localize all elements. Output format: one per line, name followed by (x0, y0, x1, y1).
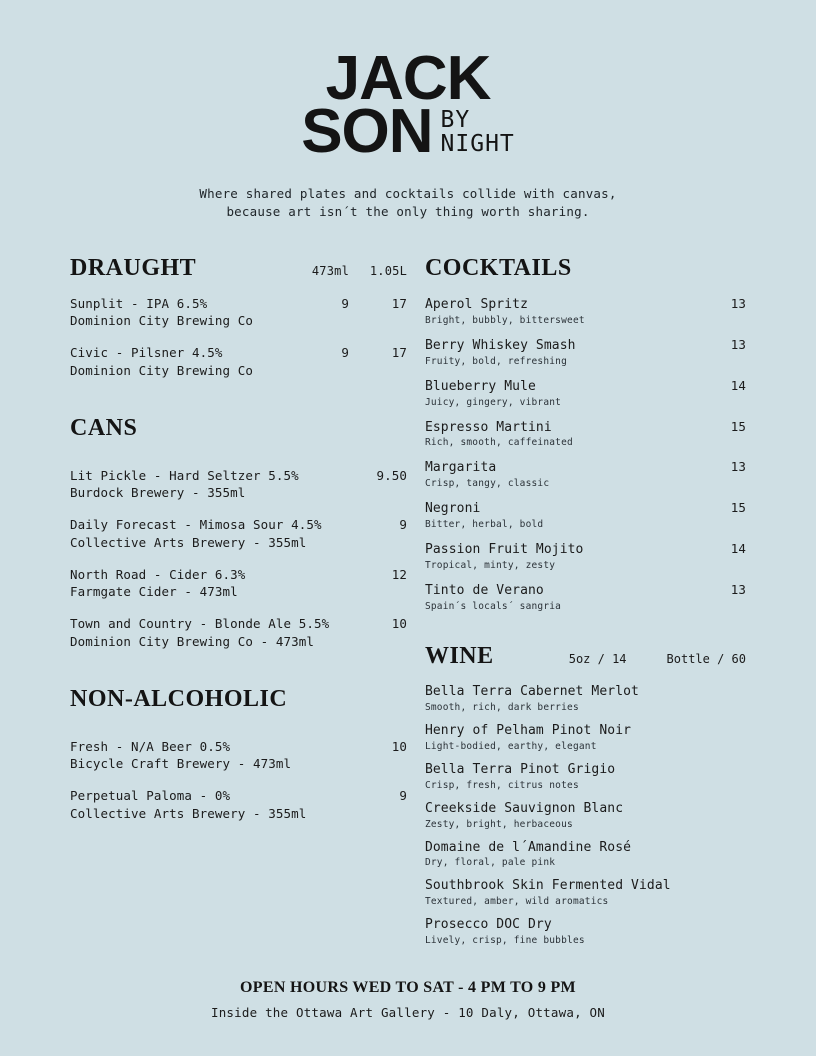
item-name: Prosecco DOC Dry (424, 917, 552, 933)
list-item (425, 878, 746, 907)
logo-line-2 (70, 97, 746, 167)
list-item (70, 296, 407, 330)
list-item (70, 468, 407, 502)
footer (0, 979, 816, 1020)
item-description: Lively, crisp, fine bubbles (424, 935, 585, 947)
item-price: 14 (730, 377, 746, 393)
wine-title: WINE (424, 643, 494, 669)
item-name: Tinto de Verano (424, 583, 544, 599)
item-description: Light-bodied, earthy, elegant (424, 740, 597, 752)
list-item (425, 684, 746, 713)
section-wine (425, 643, 746, 946)
item-description: Crisp, tangy, classic (424, 478, 550, 490)
item-price: 13 (730, 582, 746, 598)
item-description: Tropical, minty, zesty (424, 560, 556, 572)
item-price: 15 (730, 418, 746, 434)
list-item (425, 840, 746, 869)
logo-subtitle (441, 108, 515, 158)
draught-header (70, 255, 407, 282)
list-item (425, 296, 746, 326)
item-name: Berry Whiskey Smash (424, 337, 576, 353)
logo-word-son: SON (301, 97, 433, 167)
wine-header (425, 643, 746, 670)
item-name: Negroni (424, 501, 481, 517)
spacer (70, 395, 407, 415)
item-subtitle: Bicycle Craft Brewery - 473ml (70, 756, 292, 772)
item-name: Henry of Pelham Pinot Noir (424, 722, 632, 738)
non-alcoholic-header (70, 686, 407, 713)
spacer (70, 666, 407, 686)
spacer (425, 623, 746, 643)
list-item (70, 788, 407, 822)
item-price-105l: 17 (391, 345, 407, 361)
list-item (425, 801, 746, 830)
column-gap (407, 255, 425, 956)
list-item (425, 419, 746, 449)
item-description: Fruity, bold, refreshing (424, 355, 568, 367)
draught-size-columns (277, 264, 407, 278)
item-description: Textured, amber, wild aromatics (424, 896, 609, 908)
item-price-473ml: 9 (341, 295, 349, 311)
footer-hours: OPEN HOURS WED TO SAT - 4 PM TO 9 PM (240, 979, 576, 996)
tagline-line-2: because art isn´t the only thing worth sharing. (226, 203, 590, 219)
cocktails-header (425, 255, 746, 282)
section-cocktails (425, 255, 746, 612)
item-price: 13 (730, 336, 746, 352)
item-name: Sunplit - IPA 6.5% (70, 295, 208, 311)
right-column (425, 255, 746, 956)
item-subtitle: Dominion City Brewing Co (70, 313, 254, 329)
item-subtitle: Dominion City Brewing Co (70, 362, 254, 378)
list-item (425, 500, 746, 530)
item-subtitle: Farmgate Cider - 473ml (70, 584, 238, 600)
draught-title: DRAUGHT (70, 254, 197, 281)
item-name: Blueberry Mule (424, 378, 536, 394)
item-name: Creekside Sauvignon Blanc (424, 800, 624, 816)
list-item (425, 582, 746, 612)
item-subtitle: Collective Arts Brewery - 355ml (70, 534, 307, 550)
item-subtitle: Collective Arts Brewery - 355ml (70, 805, 307, 821)
item-description: Smooth, rich, dark berries (424, 701, 579, 713)
list-item (425, 459, 746, 489)
item-price: 9.50 (376, 467, 407, 483)
item-name: Daily Forecast - Mimosa Sour 4.5% (70, 517, 322, 533)
draught-col-473ml: 473ml (311, 263, 349, 278)
masthead (70, 0, 746, 221)
item-description: Juicy, gingery, vibrant (424, 396, 562, 408)
list-item (425, 917, 746, 946)
item-name: Civic - Pilsner 4.5% (70, 345, 223, 361)
item-description: Crisp, fresh, citrus notes (424, 779, 579, 791)
item-price-473ml: 9 (341, 345, 349, 361)
item-price: 9 (399, 788, 407, 804)
item-name: Southbrook Skin Fermented Vidal (424, 878, 671, 894)
item-name: Bella Terra Pinot Grigio (424, 761, 616, 777)
item-name: Margarita (424, 460, 497, 476)
item-subtitle: Dominion City Brewing Co - 473ml (70, 633, 315, 649)
item-price: 9 (399, 517, 407, 533)
menu-columns (70, 255, 746, 956)
item-description: Spain´s locals´ sangria (424, 601, 562, 612)
section-non-alcoholic (70, 686, 407, 822)
item-price: 12 (391, 566, 407, 582)
list-item (70, 567, 407, 601)
logo-subtitle-night: NIGHT (440, 131, 515, 158)
logo-word-jack: JACK (325, 44, 491, 113)
list-item (70, 517, 407, 551)
list-item (425, 762, 746, 791)
item-price: 13 (730, 295, 746, 311)
section-cans (70, 415, 407, 650)
tagline (70, 185, 746, 221)
item-name: Espresso Martini (424, 419, 552, 435)
item-description: Bitter, herbal, bold (424, 519, 544, 531)
wine-col-glass: 5oz / 14 (568, 652, 627, 666)
cocktails-title: COCKTAILS (424, 254, 572, 281)
item-name: Passion Fruit Mojito (424, 542, 584, 558)
item-name: North Road - Cider 6.3% (70, 566, 246, 582)
list-item (70, 616, 407, 650)
list-item (425, 378, 746, 408)
item-description: Bright, bubbly, bittersweet (424, 314, 585, 326)
item-price: 15 (730, 500, 746, 516)
list-item (70, 345, 407, 379)
list-item (425, 337, 746, 367)
wine-size-columns (569, 652, 746, 666)
cans-title: CANS (70, 414, 138, 441)
item-name: Town and Country - Blonde Ale 5.5% (70, 616, 330, 632)
list-item (425, 541, 746, 571)
item-name: Perpetual Paloma - 0% (70, 788, 231, 804)
section-draught (70, 255, 407, 379)
wine-col-bottle: Bottle / 60 (666, 652, 746, 666)
footer-address: Inside the Ottawa Art Gallery - 10 Daly, Ottawa, ON (210, 1005, 605, 1020)
item-description: Rich, smooth, caffeinated (424, 437, 573, 449)
item-subtitle: Burdock Brewery - 355ml (70, 485, 246, 501)
item-price: 14 (730, 541, 746, 557)
item-name: Bella Terra Cabernet Merlot (424, 684, 639, 699)
list-item (425, 723, 746, 752)
item-price: 13 (730, 459, 746, 475)
spacer (70, 456, 407, 468)
tagline-line-1: Where shared plates and cocktails collide with canvas, (199, 185, 617, 201)
cans-header (70, 415, 407, 442)
item-description: Dry, floral, pale pink (424, 857, 556, 869)
item-price: 10 (391, 616, 407, 632)
item-name: Domaine de l´Amandine Rosé (424, 839, 632, 855)
left-column (70, 255, 407, 956)
item-price-105l: 17 (391, 295, 407, 311)
item-price: 10 (391, 738, 407, 754)
item-name: Lit Pickle - Hard Seltzer 5.5% (70, 467, 299, 483)
draught-col-105l: 1.05L (369, 263, 407, 278)
spacer (70, 727, 407, 739)
item-description: Zesty, bright, herbaceous (424, 818, 573, 830)
item-name: Fresh - N/A Beer 0.5% (70, 738, 231, 754)
list-item (70, 739, 407, 773)
non-alcoholic-title: NON-ALCOHOLIC (70, 685, 288, 712)
logo-subtitle-by: BY (440, 107, 471, 134)
item-name: Aperol Spritz (424, 296, 528, 312)
